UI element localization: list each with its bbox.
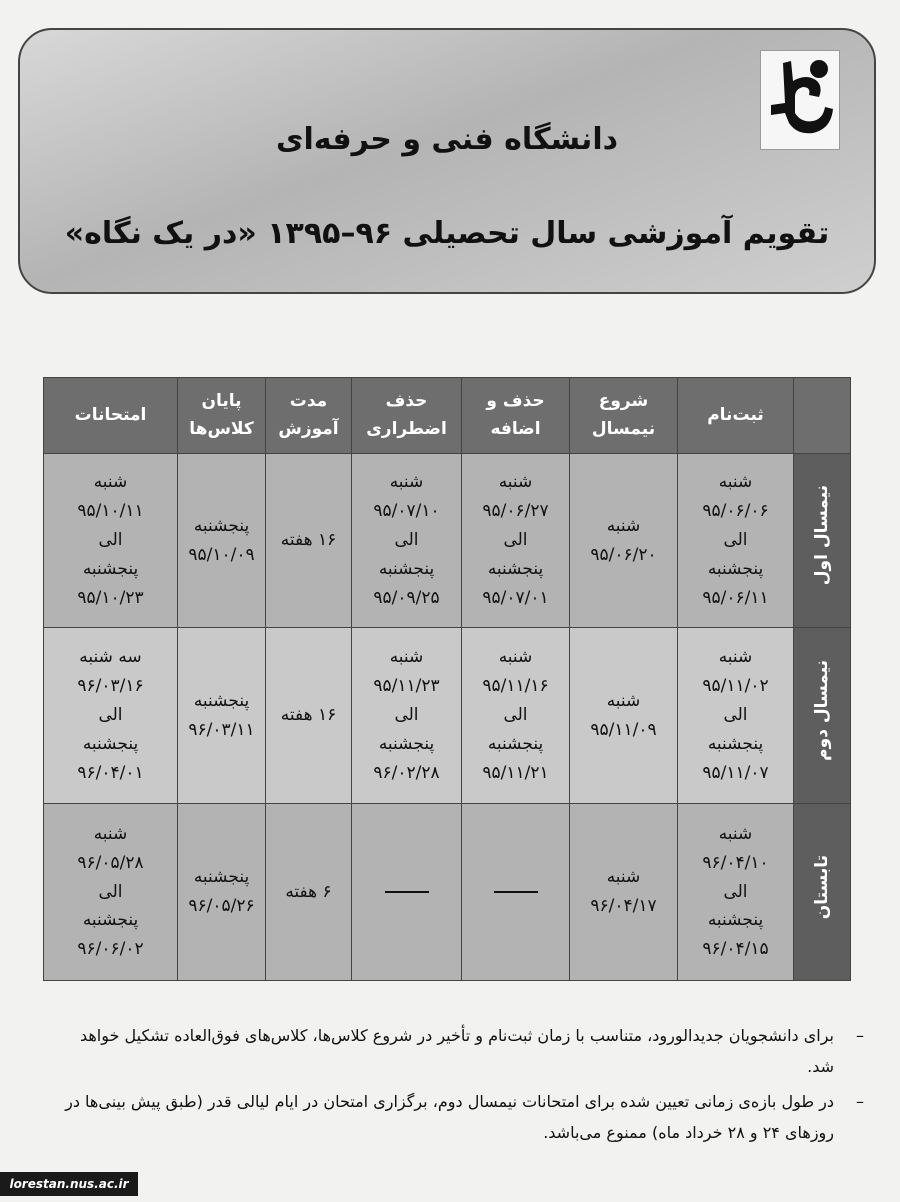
cell-semester-start: شنبه ۹۵/۱۱/۰۹ <box>570 628 678 804</box>
cell-duration: ۶ هفته <box>266 804 352 981</box>
column-header-duration: مدت آموزش <box>266 378 352 454</box>
table-row <box>44 454 851 628</box>
cell-add-drop: شنبه ۹۵/۰۶/۲۷ الی پنجشنبه ۹۵/۰۷/۰۱ <box>462 454 570 628</box>
cell-classes-end: پنجشنبه ۹۵/۱۰/۰۹ <box>178 454 266 628</box>
empty-dash <box>385 891 429 893</box>
academic-calendar-table <box>43 377 851 981</box>
empty-dash <box>494 891 538 893</box>
cell-add-drop: شنبه ۹۵/۱۱/۱۶ الی پنجشنبه ۹۵/۱۱/۲۱ <box>462 628 570 804</box>
cell-semester-start: شنبه ۹۵/۰۶/۲۰ <box>570 454 678 628</box>
cell-exams: سه شنبه ۹۶/۰۳/۱۶ الی پنجشنبه ۹۶/۰۴/۰۱ <box>44 628 178 804</box>
site-watermark: lorestan.nus.ac.ir <box>0 1172 138 1196</box>
university-name: دانشگاه فنی و حرفه‌ای <box>275 122 618 157</box>
note-item: – در طول بازه‌ی زمانی تعیین شده برای امتحانات نیمسال دوم، برگزاری امتحان در ایام لیالی قدر (طبق پیش بینی‌ها در روزهای ۲۴ و ۲۸ خرداد ماه) ممنوع می‌باشد. <box>65 1092 864 1142</box>
cell-duration: ۱۶ هفته <box>266 454 352 628</box>
cell-exams: شنبه ۹۶/۰۵/۲۸ الی پنجشنبه ۹۶/۰۶/۰۲ <box>44 804 178 981</box>
cell-classes-end: پنجشنبه ۹۶/۰۵/۲۶ <box>178 804 266 981</box>
row-label-semester: تابستان <box>794 804 851 981</box>
notes-list <box>60 1020 868 1152</box>
column-header-classes-end: پایان کلاس‌ها <box>178 378 266 454</box>
cell-exams: شنبه ۹۵/۱۰/۱۱ الی پنجشنبه ۹۵/۱۰/۲۳ <box>44 454 178 628</box>
note-item: – برای دانشجویان جدیدالورود، متناسب با زمان ثبت‌نام و تأخیر در شروع کلاس‌ها، کلاس‌های فوق‌العاده تشکیل خواهد شد. <box>79 1026 864 1076</box>
column-header-semester-start: شروع نیمسال <box>570 378 678 454</box>
column-header-exams: امتحانات <box>44 378 178 454</box>
table-row <box>44 628 851 804</box>
cell-emergency-drop: شنبه ۹۵/۰۷/۱۰ الی پنجشنبه ۹۵/۰۹/۲۵ <box>352 454 462 628</box>
header-corner-cell <box>794 378 851 454</box>
cell-add-drop <box>462 804 570 981</box>
cell-emergency-drop: شنبه ۹۵/۱۱/۲۳ الی پنجشنبه ۹۶/۰۲/۲۸ <box>352 628 462 804</box>
row-label-semester: نیمسال دوم <box>794 628 851 804</box>
table-row <box>44 804 851 981</box>
column-header-emergency-drop: حذف اضطراری <box>352 378 462 454</box>
table-header-row <box>44 378 851 454</box>
cell-registration: شنبه ۹۵/۰۶/۰۶ الی پنجشنبه ۹۵/۰۶/۱۱ <box>678 454 794 628</box>
cell-duration: ۱۶ هفته <box>266 628 352 804</box>
cell-emergency-drop <box>352 804 462 981</box>
column-header-add-drop: حذف و اضافه <box>462 378 570 454</box>
cell-semester-start: شنبه ۹۶/۰۴/۱۷ <box>570 804 678 981</box>
row-label-semester: نیمسال اول <box>794 454 851 628</box>
cell-registration: شنبه ۹۶/۰۴/۱۰ الی پنجشنبه ۹۶/۰۴/۱۵ <box>678 804 794 981</box>
header-banner <box>18 28 876 294</box>
cell-classes-end: پنجشنبه ۹۶/۰۳/۱۱ <box>178 628 266 804</box>
calendar-title: تقویم آموزشی سال تحصیلی ۹۶–۱۳۹۵ «در یک نگاه» <box>64 216 830 251</box>
column-header-registration: ثبت‌نام <box>678 378 794 454</box>
cell-registration: شنبه ۹۵/۱۱/۰۲ الی پنجشنبه ۹۵/۱۱/۰۷ <box>678 628 794 804</box>
